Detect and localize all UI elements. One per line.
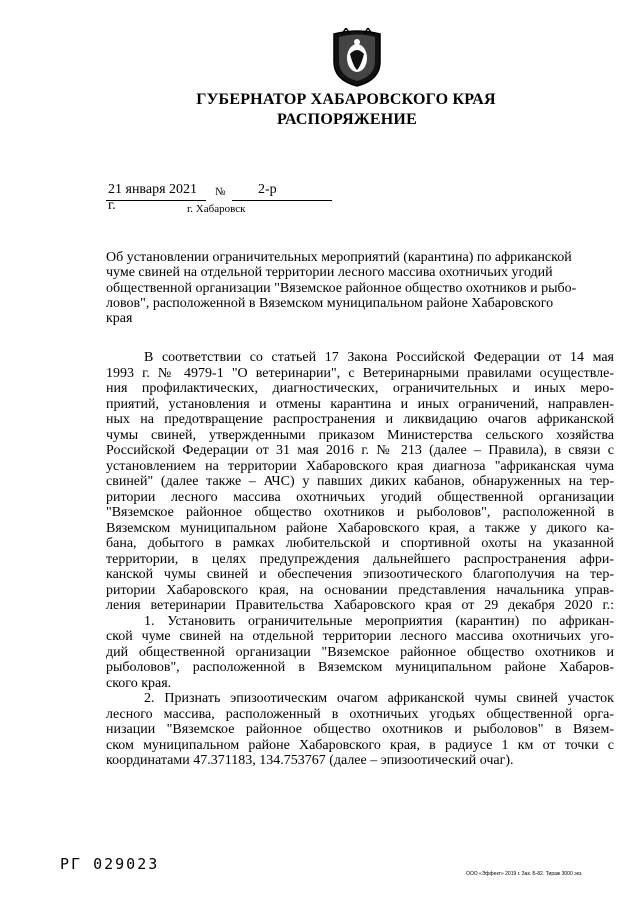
subject-line: края (106, 311, 133, 327)
body-line: канской чумы свиней и обеспечения эпизоотического благополучия на тер- (106, 567, 614, 582)
body-line: лесного массива, расположенный в охотничьих угодьях общественной орга- (106, 706, 614, 722)
body-line: установлением на территории Хабаровского края диагноза "африканская чума (106, 458, 614, 474)
document-type: РАСПОРЯЖЕНИЕ (277, 111, 417, 128)
body-line: Российской Федерации от 31 мая 2016 г. № 213 (далее – Правила), в связи с (106, 443, 614, 458)
subject-line: чуме свиней на отдельной территории лесного массива охотничьих угодий (106, 265, 553, 281)
issuing-authority: ГУБЕРНАТОР ХАБАРОВСКОГО КРАЯ (196, 91, 496, 108)
subject-line: ловов", расположенной в Вяземском муниципальном районе Хабаровского (106, 295, 554, 311)
body-line: 2. Признать эпизоотическим очагом африканской чумы свиней участок (144, 691, 614, 706)
paragraph-item-2 (106, 691, 614, 769)
body-line: ском муниципальном районе Хабаровского края, в радиусе 1 км от точки с (106, 737, 614, 753)
body-line: "Вяземское районное общество охотников и рыболовов", расположенной в (106, 505, 614, 520)
body-line: 1993 г. № 4979-1 "О ветеринарии", с Ветеринарными правилами осуществле- (106, 365, 614, 381)
body-line: рыболовов", расположенной в Вяземском муниципальном районе Хабаров- (106, 660, 614, 675)
body-line: 1. Установить ограничительные мероприятия (карантин) по африкан- (144, 613, 614, 629)
paragraph-preamble (106, 350, 614, 614)
body-line: ния профилактических, диагностических, ограничительных и иных меро- (106, 381, 614, 396)
body-line: ления ветеринарии Правительства Хабаровского края от 29 декабря 2020 г.: (106, 598, 614, 613)
body-line: бана, добытого в рамках любительской и спортивной охоты на указанной (106, 536, 614, 551)
document-number: 2-р (258, 182, 277, 197)
date-underline (106, 200, 206, 201)
body-line: низации "Вяземское районное общество охотников и рыболовов" в Вязем- (106, 722, 614, 737)
number-label: № (215, 186, 226, 198)
body-line: координатами 47.371183, 134.753767 (далее – эпизоотический очаг). (106, 753, 514, 768)
subject-line: Об установлении ограничительных мероприятий (карантина) по африканской (106, 250, 572, 265)
paragraph-item-1 (106, 614, 614, 692)
body-line: Вяземском муниципальном районе Хабаровского края, а также у дикого ка- (106, 520, 614, 536)
body-line: приятий, установления и отмены карантина и иных ограничений, направлен- (106, 396, 614, 412)
body-line: ных на предотвращение распространения и ликвидацию очагов африканской (106, 412, 614, 427)
body-line: ского края. (106, 675, 172, 691)
printer-imprint: ООО «Эффект» 2019 г. Зак. Б-82. Тираж 3000 экз. (466, 871, 583, 877)
body-line: ритории лесного массива охотничьих угодий общественной организации (106, 489, 614, 505)
body-line: чумы свиней, утвержденными приказом Министерства сельского хозяйства (106, 427, 614, 443)
document-city: г. Хабаровск (187, 203, 246, 215)
body-line: ской чуме свиней на отдельной территории лесного массива охотничьих уго- (106, 629, 614, 644)
document-date: 21 января 2021 г. (108, 182, 198, 213)
body-line: территории, в целях предупреждения дальнейшего распространения афри- (106, 551, 614, 567)
body-line: В соответствии со статьей 17 Закона Российской Федерации от 14 мая (144, 350, 614, 365)
number-underline (232, 200, 332, 201)
body-line: ритории Хабаровского края, на основании представления начальника управ- (106, 582, 614, 598)
subject-line: общественной организации "Вяземское районное общество охотников и рыбо- (106, 280, 577, 296)
coat-of-arms-icon (330, 28, 384, 88)
body-line: свиней" (далее также – АЧС) у павших диких кабанов, обнаруженных на тер- (106, 474, 614, 489)
body-line: дий общественной организации "Вяземское районное общество охотников и (106, 644, 614, 660)
document-body (106, 350, 614, 769)
document-subject (106, 250, 614, 326)
registration-number: РГ 029023 (60, 855, 160, 873)
